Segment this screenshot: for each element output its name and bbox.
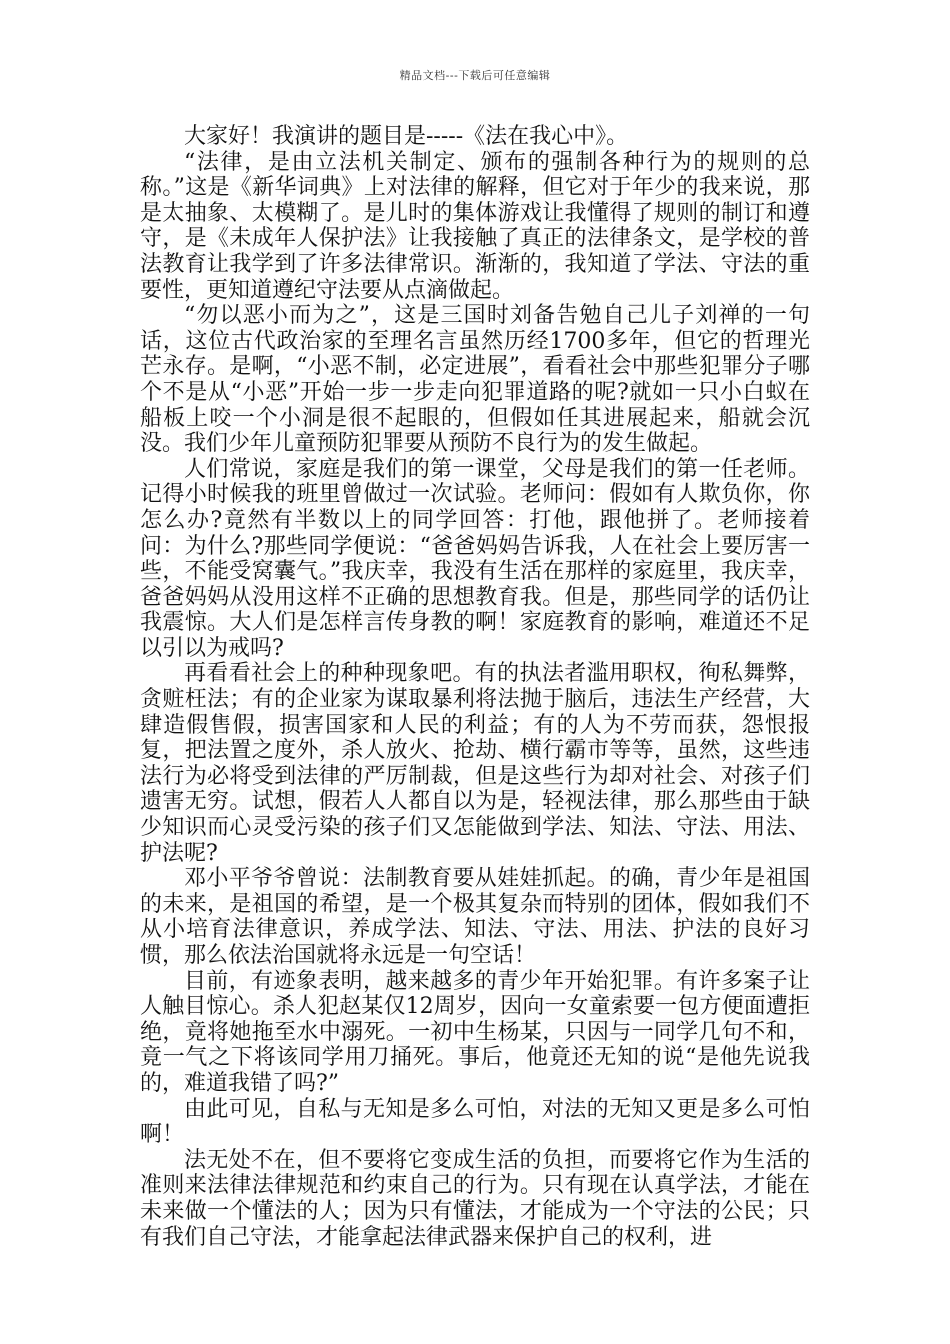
paragraph-social-phenomena: 再看看社会上的种种现象吧。有的执法者滥用职权，徇私舞弊，贪赃枉法；有的企业家为谋取暴利将法抛于脑后，违法生产经营，大肆造假售假，损害国家和人民的利益；有的人为不劳而获，怨恨报复，把法置之度外，杀人放火、抢劫、横行霸市等等，虽然，这些违法行为必将受到法律的严厉制裁，但是这些行为却对社会、对孩子们遗害无穷。试想，假若人人都自以为是，轻视法律，那么那些由于缺少知识而心灵受污染的孩子们又怎能做到学法、知法、守法、用法、护法呢? [140,661,810,866]
paragraph-conclusion: 法无处不在，但不要将它变成生活的负担，而要将它作为生活的准则来法律法律规范和约束自己的行为。只有现在认真学法，才能在未来做一个懂法的人；因为只有懂法，才能成为一个守法的公民；只有我们自己守法，才能拿起法律武器来保护自己的权利，进 [140,1147,810,1250]
paragraph-small-evil: “勿以恶小而为之”，这是三国时刘备告勉自己儿子刘禅的一句话，这位古代政治家的至理名言虽然历经1700多年，但它的哲理光芒永存。是啊，“小恶不制，必定进展”，看看社会中那些犯罪分子哪个不是从“小恶”开始一步一步走向犯罪道路的呢?就如一只小白蚁在船板上咬一个小洞是很不起眼的，但假如任其进展起来，船就会沉没。我们少年儿童预防犯罪要从预防不良行为的发生做起。 [140,303,810,457]
paragraph-family-education: 人们常说，家庭是我们的第一课堂，父母是我们的第一任老师。记得小时候我的班里曾做过一次试验。老师问：假如有人欺负你，你怎么办?竟然有半数以上的同学回答：打他，跟他拼了。老师接着问：为什么?那些同学便说：“爸爸妈妈告诉我，人在社会上要厉害一些，不能受窝囊气。”我庆幸，我没有生活在那样的家庭里，我庆幸，爸爸妈妈从没用这样不正确的思想教育我。但是，那些同学的话仍让我震惊。大人们是怎样言传身教的啊！家庭教育的影响，难道还不足以引以为戒吗? [140,456,810,661]
paragraph-law-definition: “法律，是由立法机关制定、颁布的强制各种行为的规则的总称。”这是《新华词典》上对法律的解释，但它对于年少的我来说，那是太抽象、太模糊了。是儿时的集体游戏让我懂得了规则的制订和遵守，是《未成年人保护法》让我接触了真正的法律条文，是学校的普法教育让我学到了许多法律常识。渐渐的，我知道了学法、守法的重要性，更知道遵纪守法要从点滴做起。 [140,149,810,303]
paragraph-deng-xiaoping: 邓小平爷爷曾说：法制教育要从娃娃抓起。的确，青少年是祖国的未来，是祖国的希望，是一个极其复杂而特别的团体，假如我们不从小培育法律意识，养成学法、知法、守法、用法、护法的良好习惯，那么依法治国就将永远是一句空话！ [140,866,810,968]
paragraph-ignorance: 由此可见，自私与无知是多么可怕，对法的无知又更是多么可怕啊！ [140,1096,810,1148]
paragraph-youth-crime: 目前，有迹象表明，越来越多的青少年开始犯罪。有许多案子让人触目惊心。杀人犯赵某仅12周岁，因向一女童索要一包方便面遭拒绝，竟将她拖至水中溺死。一初中生杨某，只因与一同学几句不和，竟一气之下将该同学用刀捅死。事后，他竟还无知的说“是他先说我的，难道我错了吗?” [140,968,810,1096]
document-body [140,124,810,1250]
page-header: 精品文档---下载后可任意编辑 [399,69,551,82]
paragraph-opening: 大家好！我演讲的题目是-----《法在我心中》。 [184,124,629,149]
